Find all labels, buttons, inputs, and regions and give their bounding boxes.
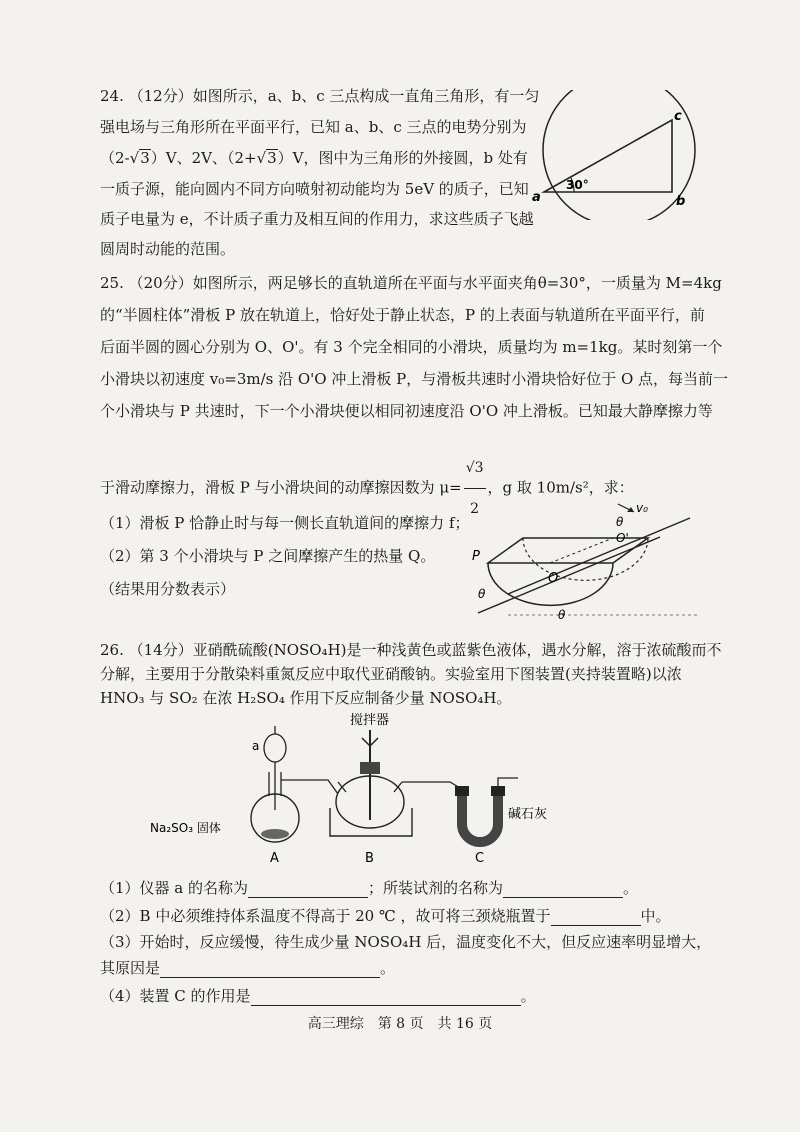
- q26-sub-4: [100, 986, 536, 1006]
- na2so3-label: Na₂SO₃ 固体: [150, 821, 221, 835]
- q25-line-1: 25. （20分）如图所示，两足够长的直轨道所在平面与水平面夹角θ=30°，一质量为 M=4kg: [100, 274, 722, 292]
- axis-OO: [550, 538, 613, 563]
- q24-sqrt-2: 3: [267, 149, 277, 167]
- angle-30-label: 30°: [566, 178, 589, 192]
- q24-line-5: 质子电量为 e，不计质子重力及相互间的作用力，求这些质子飞越: [100, 210, 534, 228]
- u-tube-stopper-left: [455, 786, 469, 796]
- q24-line-3: （2-√3）V、2V、（2+√3）V，图中为三角形的外接圆，b 处有: [100, 149, 528, 167]
- q24-circle-figure: [524, 90, 708, 220]
- q24-l3c: ）V、2V、（2+: [150, 149, 257, 167]
- q25-line-5: 个小滑块与 P 共速时，下一个小滑块便以相同初速度沿 O'O 冲上滑板。已知最大静摩擦力等: [100, 402, 713, 420]
- q24-line-2: 强电场与三角形所在平面平行，已知 a、b、c 三点的电势分别为: [100, 118, 527, 136]
- q26-line-2: 分解，主要用于分散染料重氮反应中取代亚硝酸钠。实验室用下图装置(夹持装置略)以浓: [100, 665, 682, 683]
- tube-A-B: [281, 780, 338, 794]
- q24-line-1: 24. （12分）如图所示，a、b、c 三点构成一直角三角形，有一匀: [100, 87, 540, 105]
- q26-q3c: 。: [380, 959, 396, 977]
- q24-l3e: ）V，图中为三角形的外接圆，b 处有: [277, 149, 528, 167]
- instrument-a-label: a: [252, 739, 260, 753]
- q25-line-3: 后面半圆的圆心分别为 O、O'。有 3 个完全相同的小滑块，质量均为 m=1kg。某时刻第一个: [100, 338, 723, 356]
- label-A: A: [270, 851, 279, 866]
- q24-line-4: 一质子源，能向圆内不同方向喷射初动能均为 5eV 的质子，已知: [100, 180, 529, 198]
- label-C: C: [475, 851, 485, 866]
- blank-bath[interactable]: [551, 909, 641, 926]
- O-prime-label: O': [616, 531, 629, 545]
- point-a-label: a: [532, 190, 541, 205]
- q26-line-1: 26. （14分）亚硝酰硫酸(NOSO₄H)是一种浅黄色或蓝紫色液体，遇水分解，溶于浓硫酸而不: [100, 641, 722, 659]
- q25-line-4: 小滑块以初速度 v₀=3m/s 沿 O'O 冲上滑板 P，与滑板共速时小滑块恰好位于 O 点，每当前一: [100, 370, 729, 388]
- q26-q3b: 其原因是: [100, 959, 161, 977]
- blank-device-c[interactable]: [251, 989, 521, 1006]
- v0-label: v₀: [636, 501, 648, 515]
- funnel-bulb: [264, 734, 286, 762]
- q26-q1a: （1）仪器 a 的名称为: [100, 879, 249, 897]
- mu-numerator: √3: [464, 448, 486, 489]
- q26-apparatus-figure: [150, 712, 570, 872]
- u-tube: [462, 788, 498, 842]
- q25-sub-1: （1）滑板 P 恰静止时与每一侧长直轨道间的摩擦力 f；: [100, 514, 470, 532]
- right-triangle: [544, 120, 672, 192]
- center-stopper: [360, 762, 380, 774]
- O-label: O: [548, 571, 559, 586]
- q24-line-6: 圆周时动能的范围。: [100, 240, 236, 258]
- stirrer-label: 搅拌器: [350, 713, 390, 728]
- outlet-tube: [498, 778, 518, 786]
- q26-q2a: （2）B 中必须维持体系温度不得高于 20 ℃ ，故可将三颈烧瓶置于: [100, 907, 551, 925]
- u-tube-stopper-right: [491, 786, 505, 796]
- q25-sub-2: （2）第 3 个小滑块与 P 之间摩擦产生的热量 Q。: [100, 547, 436, 565]
- mu-denominator: 2: [470, 501, 480, 517]
- slider-back-arc: [523, 538, 648, 580]
- q26-line-3: HNO₃ 与 SO₂ 在浓 H₂SO₄ 作用下反应制备少量 NOSO₄H。: [100, 689, 512, 707]
- label-B: B: [365, 851, 374, 866]
- P-label: P: [472, 549, 480, 564]
- q26-q4b: 。: [520, 987, 536, 1005]
- q25-l6b: ，g 取 10m/s²，求：: [487, 478, 634, 497]
- tube-B-C: [402, 782, 460, 788]
- blank-reason[interactable]: [160, 961, 380, 978]
- theta-left-label: θ: [478, 587, 486, 601]
- q26-q1c: 。: [623, 879, 639, 897]
- blank-instrument-name[interactable]: [248, 881, 368, 898]
- q26-q4a: （4）装置 C 的作用是: [100, 987, 251, 1005]
- q25-note: （结果用分数表示）: [100, 580, 236, 598]
- q24-sqrt-1: 3: [140, 149, 150, 167]
- soda-lime-label: 碱石灰: [508, 807, 548, 822]
- q25-slider-figure: [468, 498, 708, 626]
- q24-l3a: （2-: [100, 149, 130, 167]
- q26-sub-1: [100, 878, 638, 898]
- na2so3-solid: [261, 829, 289, 839]
- q26-q1b: ；所装试剂的名称为: [368, 879, 504, 897]
- q26-sub-2: [100, 906, 671, 926]
- theta-top-label: θ: [616, 515, 624, 529]
- rail-top: [508, 518, 690, 594]
- page-footer: 高三理综 第 8 页 共 16 页: [307, 1016, 493, 1032]
- q26-q2b: 中。: [640, 907, 671, 925]
- q26-sub-3-cont: [100, 958, 395, 978]
- q25-line-2: 的“半圆柱体”滑板 P 放在轨道上，恰好处于静止状态，P 的上表面与轨道所在平面平行，前: [100, 306, 705, 324]
- point-c-label: c: [674, 109, 682, 124]
- q25-l6a: 于滑动摩擦力，滑板 P 与小滑块间的动摩擦因数为 μ=: [100, 478, 462, 497]
- q26-sub-3: （3）开始时，反应缓慢，待生成少量 NOSO₄H 后，温度变化不大，但反应速率明显增大，: [100, 933, 712, 951]
- point-b-label: b: [676, 194, 686, 209]
- theta-bottom-label: θ: [558, 608, 566, 622]
- blank-reagent-name[interactable]: [503, 881, 623, 898]
